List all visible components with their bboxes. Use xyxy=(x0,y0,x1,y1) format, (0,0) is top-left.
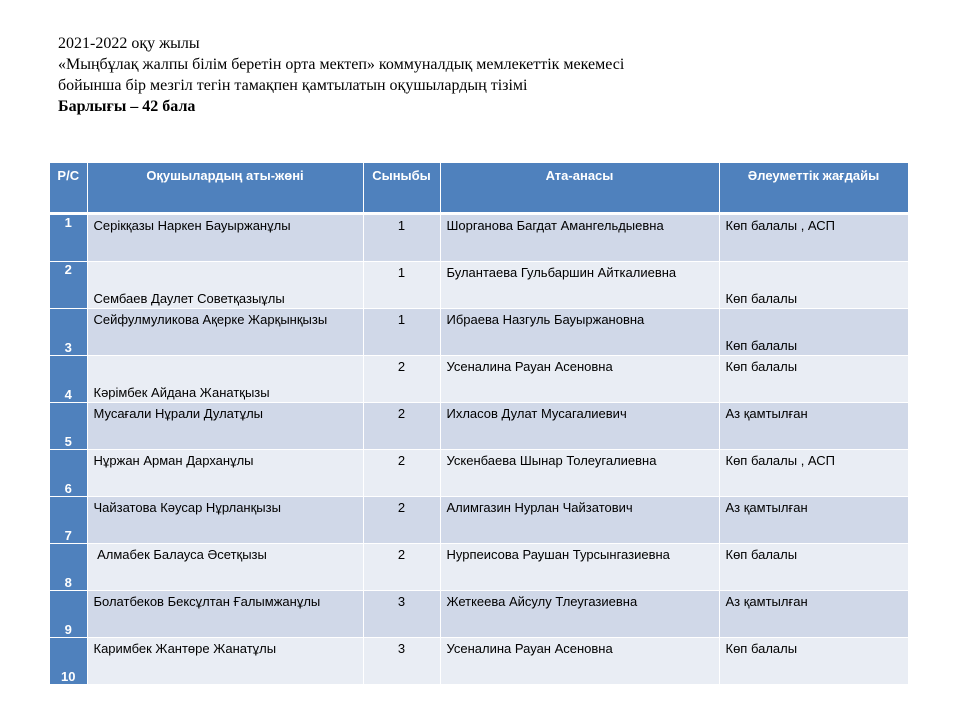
social-status: Көп балалы xyxy=(719,356,908,403)
social-status: Көп балалы xyxy=(719,638,908,685)
school-year: 2021-2022 оқу жылы xyxy=(58,35,200,52)
student-grade: 2 xyxy=(363,497,440,544)
table-row xyxy=(50,214,908,262)
student-grade: 2 xyxy=(363,544,440,591)
parent-name: Алимгазин Нурлан Чайзатович xyxy=(440,497,719,544)
row-number: 4 xyxy=(50,356,87,403)
table-row xyxy=(50,638,908,685)
row-number: 5 xyxy=(50,403,87,450)
row-number: 6 xyxy=(50,450,87,497)
student-name: Мусағали Нұрали Дулатұлы xyxy=(87,403,363,450)
student-grade: 1 xyxy=(363,214,440,262)
school-name: «Мыңбұлақ жалпы білім беретін орта мектеп» коммуналдық мемлекеттік мекемесі xyxy=(58,56,625,73)
parent-name: Усеналина Рауан Асеновна xyxy=(440,356,719,403)
student-name: Кәрімбек Айдана Жанатқызы xyxy=(87,356,363,403)
parent-name: Усеналина Рауан Асеновна xyxy=(440,638,719,685)
student-name: Нұржан Арман Дарханұлы xyxy=(87,450,363,497)
table-row xyxy=(50,544,908,591)
parent-name: Нурпеисова Раушан Турсынгазиевна xyxy=(440,544,719,591)
social-status: Көп балалы , АСП xyxy=(719,214,908,262)
parent-name: Ускенбаева Шынар Толеугалиевна xyxy=(440,450,719,497)
row-number: 8 xyxy=(50,544,87,591)
row-number: 1 xyxy=(50,214,87,262)
row-number: 2 xyxy=(50,262,87,309)
student-name: Чайзатова Кәусар Нұрланқызы xyxy=(87,497,363,544)
table-row xyxy=(50,356,908,403)
social-status: Көп балалы , АСП xyxy=(719,450,908,497)
table-row xyxy=(50,309,908,356)
column-header-grade: Сыныбы xyxy=(363,163,440,214)
student-name: Болатбеков Бексұлтан Ғалымжанұлы xyxy=(87,591,363,638)
social-status: Аз қамтылған xyxy=(719,403,908,450)
column-header-num: Р/С xyxy=(50,163,87,214)
student-grade: 2 xyxy=(363,403,440,450)
social-status: Аз қамтылған xyxy=(719,497,908,544)
student-name: Каримбек Жантөре Жанатұлы xyxy=(87,638,363,685)
social-status: Көп балалы xyxy=(719,262,908,309)
parent-name: Жеткеева Айсулу Тлеугазиевна xyxy=(440,591,719,638)
column-header-parent: Ата-анасы xyxy=(440,163,719,214)
parent-name: Шорганова Багдат Амангельдыевна xyxy=(440,214,719,262)
total-count: Барлығы – 42 бала xyxy=(58,98,196,115)
social-status: Аз қамтылған xyxy=(719,591,908,638)
student-grade: 3 xyxy=(363,591,440,638)
table-row xyxy=(50,591,908,638)
table-row xyxy=(50,262,908,309)
row-number: 9 xyxy=(50,591,87,638)
student-name: Сейфулмуликова Ақерке Жарқынқызы xyxy=(87,309,363,356)
row-number: 3 xyxy=(50,309,87,356)
student-name: Сембаев Даулет Советқазыұлы xyxy=(87,262,363,309)
table-row xyxy=(50,450,908,497)
student-name: Алмабек Балауса Әсетқызы xyxy=(87,544,363,591)
table-row xyxy=(50,403,908,450)
parent-name: Ихласов Дулат Мусагалиевич xyxy=(440,403,719,450)
document-header xyxy=(58,33,624,117)
parent-name: Булантаева Гульбаршин Айткалиевна xyxy=(440,262,719,309)
column-header-status: Әлеуметтік жағдайы xyxy=(719,163,908,214)
student-grade: 1 xyxy=(363,262,440,309)
column-header-name: Оқушылардың аты-жөні xyxy=(87,163,363,214)
social-status: Көп балалы xyxy=(719,544,908,591)
students-table xyxy=(50,163,909,685)
table-row xyxy=(50,497,908,544)
student-grade: 1 xyxy=(363,309,440,356)
student-grade: 2 xyxy=(363,356,440,403)
social-status: Көп балалы xyxy=(719,309,908,356)
student-grade: 3 xyxy=(363,638,440,685)
list-description: бойынша бір мезгіл тегін тамақпен қамтылатын оқушылардың тізімі xyxy=(58,77,528,94)
row-number: 7 xyxy=(50,497,87,544)
table-header-row xyxy=(50,163,908,214)
student-name: Серікқазы Наркен Бауыржанұлы xyxy=(87,214,363,262)
parent-name: Ибраева Назгуль Бауыржановна xyxy=(440,309,719,356)
row-number: 10 xyxy=(50,638,87,685)
student-grade: 2 xyxy=(363,450,440,497)
